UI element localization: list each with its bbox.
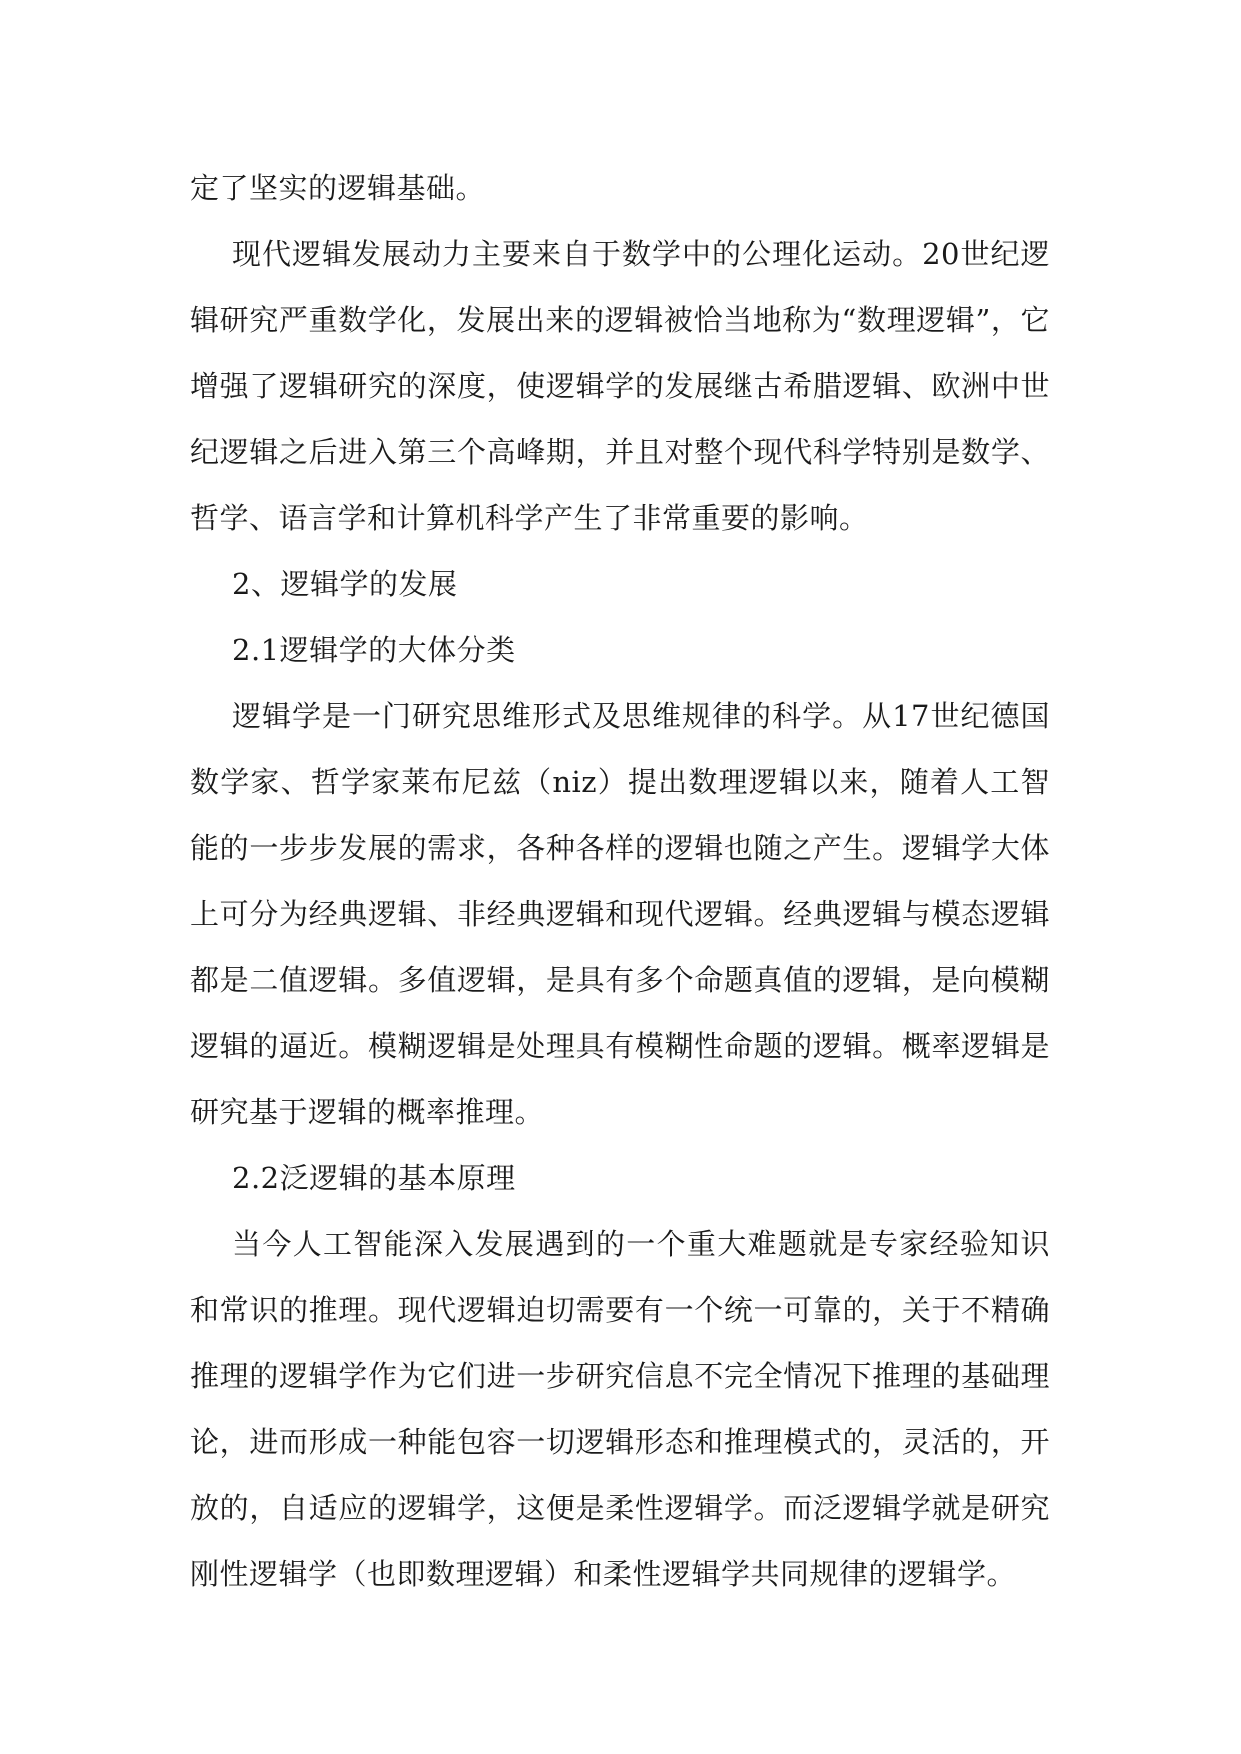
section-heading-2-2: 2.2泛逻辑的基本原理 [232, 1161, 516, 1195]
section-heading-2: 2、逻辑学的发展 [232, 567, 458, 601]
section-heading-2-1: 2.1逻辑学的大体分类 [232, 633, 516, 667]
paragraph-continuation: 定了坚实的逻辑基础。 [190, 171, 486, 205]
paragraph-universal-logic: 当今人工智能深入发展遇到的一个重大难题就是专家经验知识和常识的推理。现代逻辑迫切需要有一个统一可靠的，关于不精确推理的逻辑学作为它们进一步研究信息不完全情况下推理的基础理论，进而形成一种能包容一切逻辑形态和推理模式的，灵活的，开放的，自适应的逻辑学，这便是柔性逻辑学。而泛逻辑学就是研究刚性逻辑学（也即数理逻辑）和柔性逻辑学共同规律的逻辑学。 [190, 1227, 1050, 1591]
paragraph-logic-classification: 逻辑学是一门研究思维形式及思维规律的科学。从17世纪德国数学家、哲学家莱布尼兹（niz）提出数理逻辑以来，随着人工智能的一步步发展的需求，各种各样的逻辑也随之产生。逻辑学大体上可分为经典逻辑、非经典逻辑和现代逻辑。经典逻辑与模态逻辑都是二值逻辑。多值逻辑，是具有多个命题真值的逻辑，是向模糊逻辑的逼近。模糊逻辑是处理具有模糊性命题的逻辑。概率逻辑是研究基于逻辑的概率推理。 [190, 699, 1050, 1129]
body-text [190, 155, 1050, 1607]
paragraph-modern-logic: 现代逻辑发展动力主要来自于数学中的公理化运动。20世纪逻辑研究严重数学化，发展出来的逻辑被恰当地称为“数理逻辑”，它增强了逻辑研究的深度，使逻辑学的发展继古希腊逻辑、欧洲中世纪逻辑之后进入第三个高峰期，并且对整个现代科学特别是数学、哲学、语言学和计算机科学产生了非常重要的影响。 [190, 237, 1050, 535]
